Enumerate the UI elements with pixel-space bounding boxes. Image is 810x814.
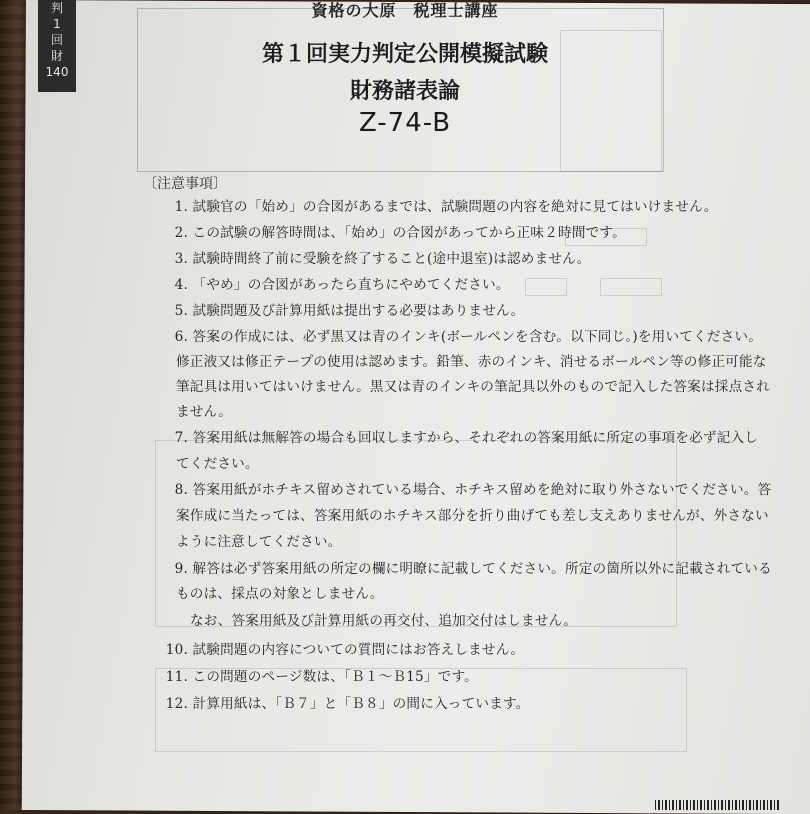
item-text: この試験の解答時間は、「始め」の合図があってから正味２時間です。 [192,225,626,241]
subject-title: 財務諸表論 [349,78,460,104]
item-text: 試験問題及び計算用紙は提出する必要はありません。 [192,303,525,319]
item-number: 10. [165,642,188,658]
tab-line: 1 [53,17,61,31]
item-number: 6. [174,329,188,345]
show-through-box [600,278,662,296]
item-text: 解答は必ず答案用紙の所定の欄に明瞭に記載してください。所定の箇所以外に記載されている [192,561,772,577]
item-number: 12. [165,696,188,712]
notice-continuation: ように注意してください。 [176,534,342,550]
item-number: 11. [165,669,188,685]
item-text: 答案用紙は無解答の場合も回収しますから、それぞれの答案用紙に所定の事項を必ず記入し [192,430,759,446]
notice-item [168,426,758,446]
barcode [655,800,780,810]
tab-line: 判 [50,1,63,15]
notice-item [160,665,478,685]
notice-continuation: 筆記具は用いてはいけません。黒又は青のインキの筆記具以外のもので記入した答案は採点され [176,379,770,395]
item-text: 「やめ」の合図があったら直ちにやめてください。 [192,277,510,293]
notice-item [168,478,771,498]
item-number: 3. [174,251,188,267]
item-number: 9. [174,561,188,577]
item-text: 試験時間終了前に受験を終了すること(途中退室)は認めません。 [192,251,591,267]
notice-heading: 〔注意事項〕 [143,176,227,192]
notice-item [168,325,762,345]
item-text: 試験問題の内容についての質問にはお答えしません。 [192,642,525,658]
item-text: 計算用紙は、「Ｂ７」と「Ｂ８」の間に入っています。 [192,696,530,712]
tab-line: 財 [50,49,63,63]
item-number: 4. [174,277,188,293]
notice-item [168,195,718,215]
notice-item [168,557,772,577]
notice-item [168,273,510,293]
item-number: 7. [174,430,188,446]
notice-item [160,692,530,712]
school-name: 資格の大原 税理士講座 [311,1,499,20]
exam-code: Z-74-B [358,108,452,138]
exam-title: 第１回実力判定公開模擬試験 [261,41,548,67]
notice-item [168,299,524,319]
notice-item [168,247,591,267]
notice-continuation: ものは、採点の対象としません。 [176,586,384,602]
item-text: この問題のページ数は、「Ｂ１～Ｂ15」です。 [192,669,478,685]
item-number: 1. [174,199,188,215]
item-text: 答案の作成には、必ず黒又は青のインキ(ボールペンを含む。以下同じ。)を用いてください。 [192,329,763,345]
notice-continuation: てください。 [176,456,259,472]
notice-continuation: 修正液又は修正テープの使用は認めます。鉛筆、赤のインキ、消せるボールペン等の修正可能な [176,354,767,370]
show-through-box [525,278,567,296]
notice-continuation: 案作成に当たっては、答案用紙のホチキス部分を折り曲げても差し支えありませんが、外さない [176,508,769,524]
item-number: 5. [174,303,188,319]
notice-item [160,638,524,658]
notice-item [168,221,626,241]
tab-line: 140 [45,65,69,79]
item-text: 答案用紙がホチキス留めされている場合、ホチキス留めを絶対に取り外さないでください。答 [192,482,772,498]
notice-continuation: ません。 [176,404,232,420]
notice-continuation: なお、答案用紙及び計算用紙の再交付、追加交付はしません。 [190,613,578,629]
item-text: 試験官の「始め」の合図があるまでは、試験問題の内容を絶対に見てはいけません。 [192,199,718,215]
item-number: 8. [174,482,188,498]
item-number: 2. [174,225,188,241]
tab-line: 回 [50,33,63,47]
